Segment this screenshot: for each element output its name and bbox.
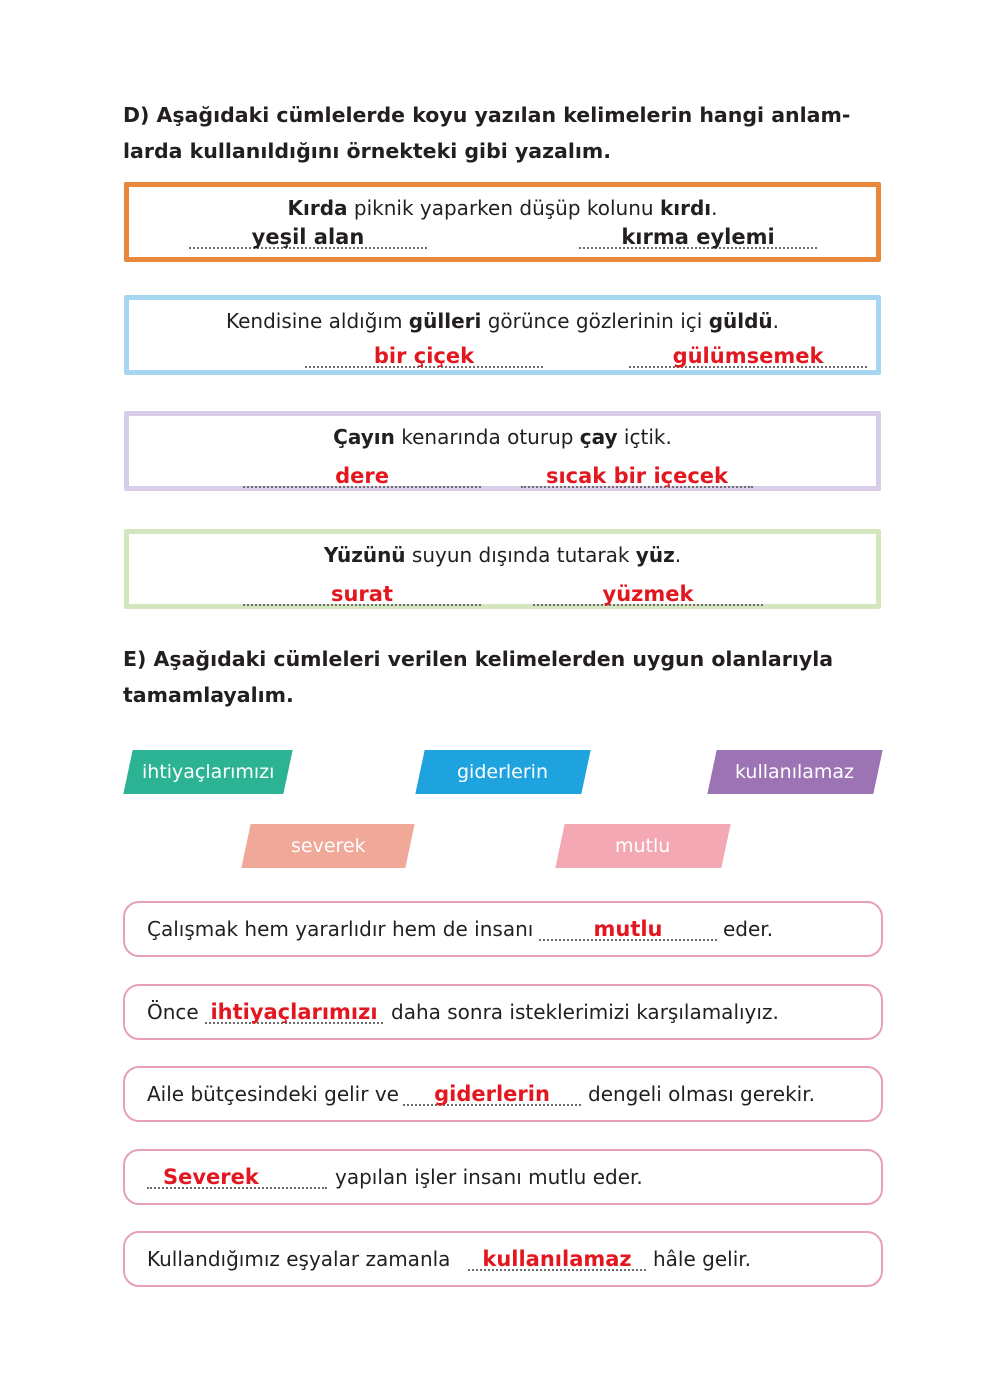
fill-blank[interactable] xyxy=(468,1243,646,1271)
section-e-heading xyxy=(123,641,883,713)
sentence-text: dengeli olması gerekir. xyxy=(588,1082,815,1106)
sentence-text: görünce gözlerinin içi xyxy=(481,309,709,333)
sentence-text: piknik yaparken düşüp kolunu xyxy=(347,196,660,220)
bold-word: güldü xyxy=(708,309,773,333)
word-chip-label: severek xyxy=(290,835,366,857)
answer-blank-2[interactable] xyxy=(533,574,763,606)
meaning-box-4 xyxy=(124,529,881,609)
bold-word: yüz xyxy=(635,543,675,567)
section-d-heading xyxy=(123,97,883,169)
fill-blank[interactable] xyxy=(205,996,383,1024)
word-chip-giderlerin[interactable] xyxy=(415,750,590,794)
sentence-end: içtik. xyxy=(617,425,672,449)
meaning-box-2 xyxy=(124,295,881,375)
sentence xyxy=(129,425,876,449)
fill-sentence-5 xyxy=(123,1231,883,1287)
answer-text: yeşil alan xyxy=(251,225,365,249)
meaning-box-1 xyxy=(124,182,881,262)
sentence-end: . xyxy=(711,196,718,220)
sentence-text: Çalışmak hem yararlıdır hem de insanı xyxy=(147,917,534,941)
fill-blank[interactable] xyxy=(403,1078,581,1106)
fill-sentence-3 xyxy=(123,1066,883,1122)
bold-word: Kırda xyxy=(287,196,348,220)
answer-blank-1[interactable] xyxy=(189,217,427,249)
bold-word: Yüzünü xyxy=(323,543,406,567)
answer-blank-1[interactable] xyxy=(305,336,543,368)
fill-blank[interactable] xyxy=(147,1161,327,1189)
answer-text: giderlerin xyxy=(434,1082,550,1106)
word-chip-mutlu[interactable] xyxy=(555,824,730,868)
fill-sentence-4 xyxy=(123,1149,883,1205)
bold-word: kırdı xyxy=(659,196,712,220)
sentence-end: . xyxy=(772,309,780,333)
fill-sentence-1 xyxy=(123,901,883,957)
section-e-heading-line1: E) Aşağıdaki cümleleri verilen kelimelerden uygun olanlarıyla xyxy=(123,647,834,671)
word-chip-label: kullanılamaz xyxy=(735,761,855,783)
sentence xyxy=(129,543,876,567)
answer-text: gülümsemek xyxy=(672,344,824,368)
sentence-text: hâle gelir. xyxy=(653,1247,752,1271)
answer-blank-1[interactable] xyxy=(243,574,481,606)
sentence-end: . xyxy=(674,543,682,567)
answer-text: kullanılamaz xyxy=(482,1247,632,1271)
sentence-text: Önce xyxy=(147,1000,199,1024)
section-e-heading-line2: tamamlayalım. xyxy=(123,683,294,707)
answer-blank-2[interactable] xyxy=(629,336,867,368)
sentence-text: Kullandığımız eşyalar zamanla xyxy=(147,1247,451,1271)
sentence xyxy=(129,309,876,333)
answer-text: surat xyxy=(330,582,393,606)
word-chip-label: giderlerin xyxy=(457,761,549,783)
answer-text: yüzmek xyxy=(602,582,694,606)
answer-blank-2[interactable] xyxy=(579,217,817,249)
answer-blank-1[interactable] xyxy=(243,456,481,488)
word-chip-severek[interactable] xyxy=(241,824,414,868)
sentence-text: Kendisine aldığım xyxy=(225,309,409,333)
word-chip-ihtiyaclarimizi[interactable] xyxy=(123,750,292,794)
sentence-text: daha sonra isteklerimizi karşılamalıyız. xyxy=(391,1000,779,1024)
fill-blank[interactable] xyxy=(539,913,717,941)
bold-word: gülleri xyxy=(408,309,482,333)
answer-text: sıcak bir içecek xyxy=(545,464,729,488)
bold-word: Çayın xyxy=(333,425,395,449)
sentence-text: Aile bütçesindeki gelir ve xyxy=(147,1082,399,1106)
answer-text: ihtiyaçlarımızı xyxy=(210,1000,378,1024)
sentence-text: eder. xyxy=(723,917,774,941)
sentence-text: yapılan işler insanı mutlu eder. xyxy=(335,1165,643,1189)
answer-text: Severek xyxy=(163,1165,259,1189)
bold-word: çay xyxy=(579,425,618,449)
section-d-heading-line1: D) Aşağıdaki cümlelerde koyu yazılan kelimelerin hangi anlam- xyxy=(123,103,851,127)
answer-text: kırma eylemi xyxy=(621,225,775,249)
word-chip-label: mutlu xyxy=(615,835,671,857)
sentence-text: suyun dışında tutarak xyxy=(405,543,636,567)
answer-text: bir çiçek xyxy=(373,344,475,368)
section-d-heading-line2: larda kullanıldığını örnekteki gibi yazalım. xyxy=(123,139,612,163)
meaning-box-3 xyxy=(124,411,881,491)
fill-sentence-2 xyxy=(123,984,883,1040)
word-chip-kullanilamaz[interactable] xyxy=(707,750,882,794)
answer-text: mutlu xyxy=(593,917,663,941)
sentence-text: kenarında oturup xyxy=(394,425,580,449)
word-chip-label: ihtiyaçlarımızı xyxy=(141,761,275,783)
answer-blank-2[interactable] xyxy=(521,456,753,488)
answer-text: dere xyxy=(335,464,389,488)
